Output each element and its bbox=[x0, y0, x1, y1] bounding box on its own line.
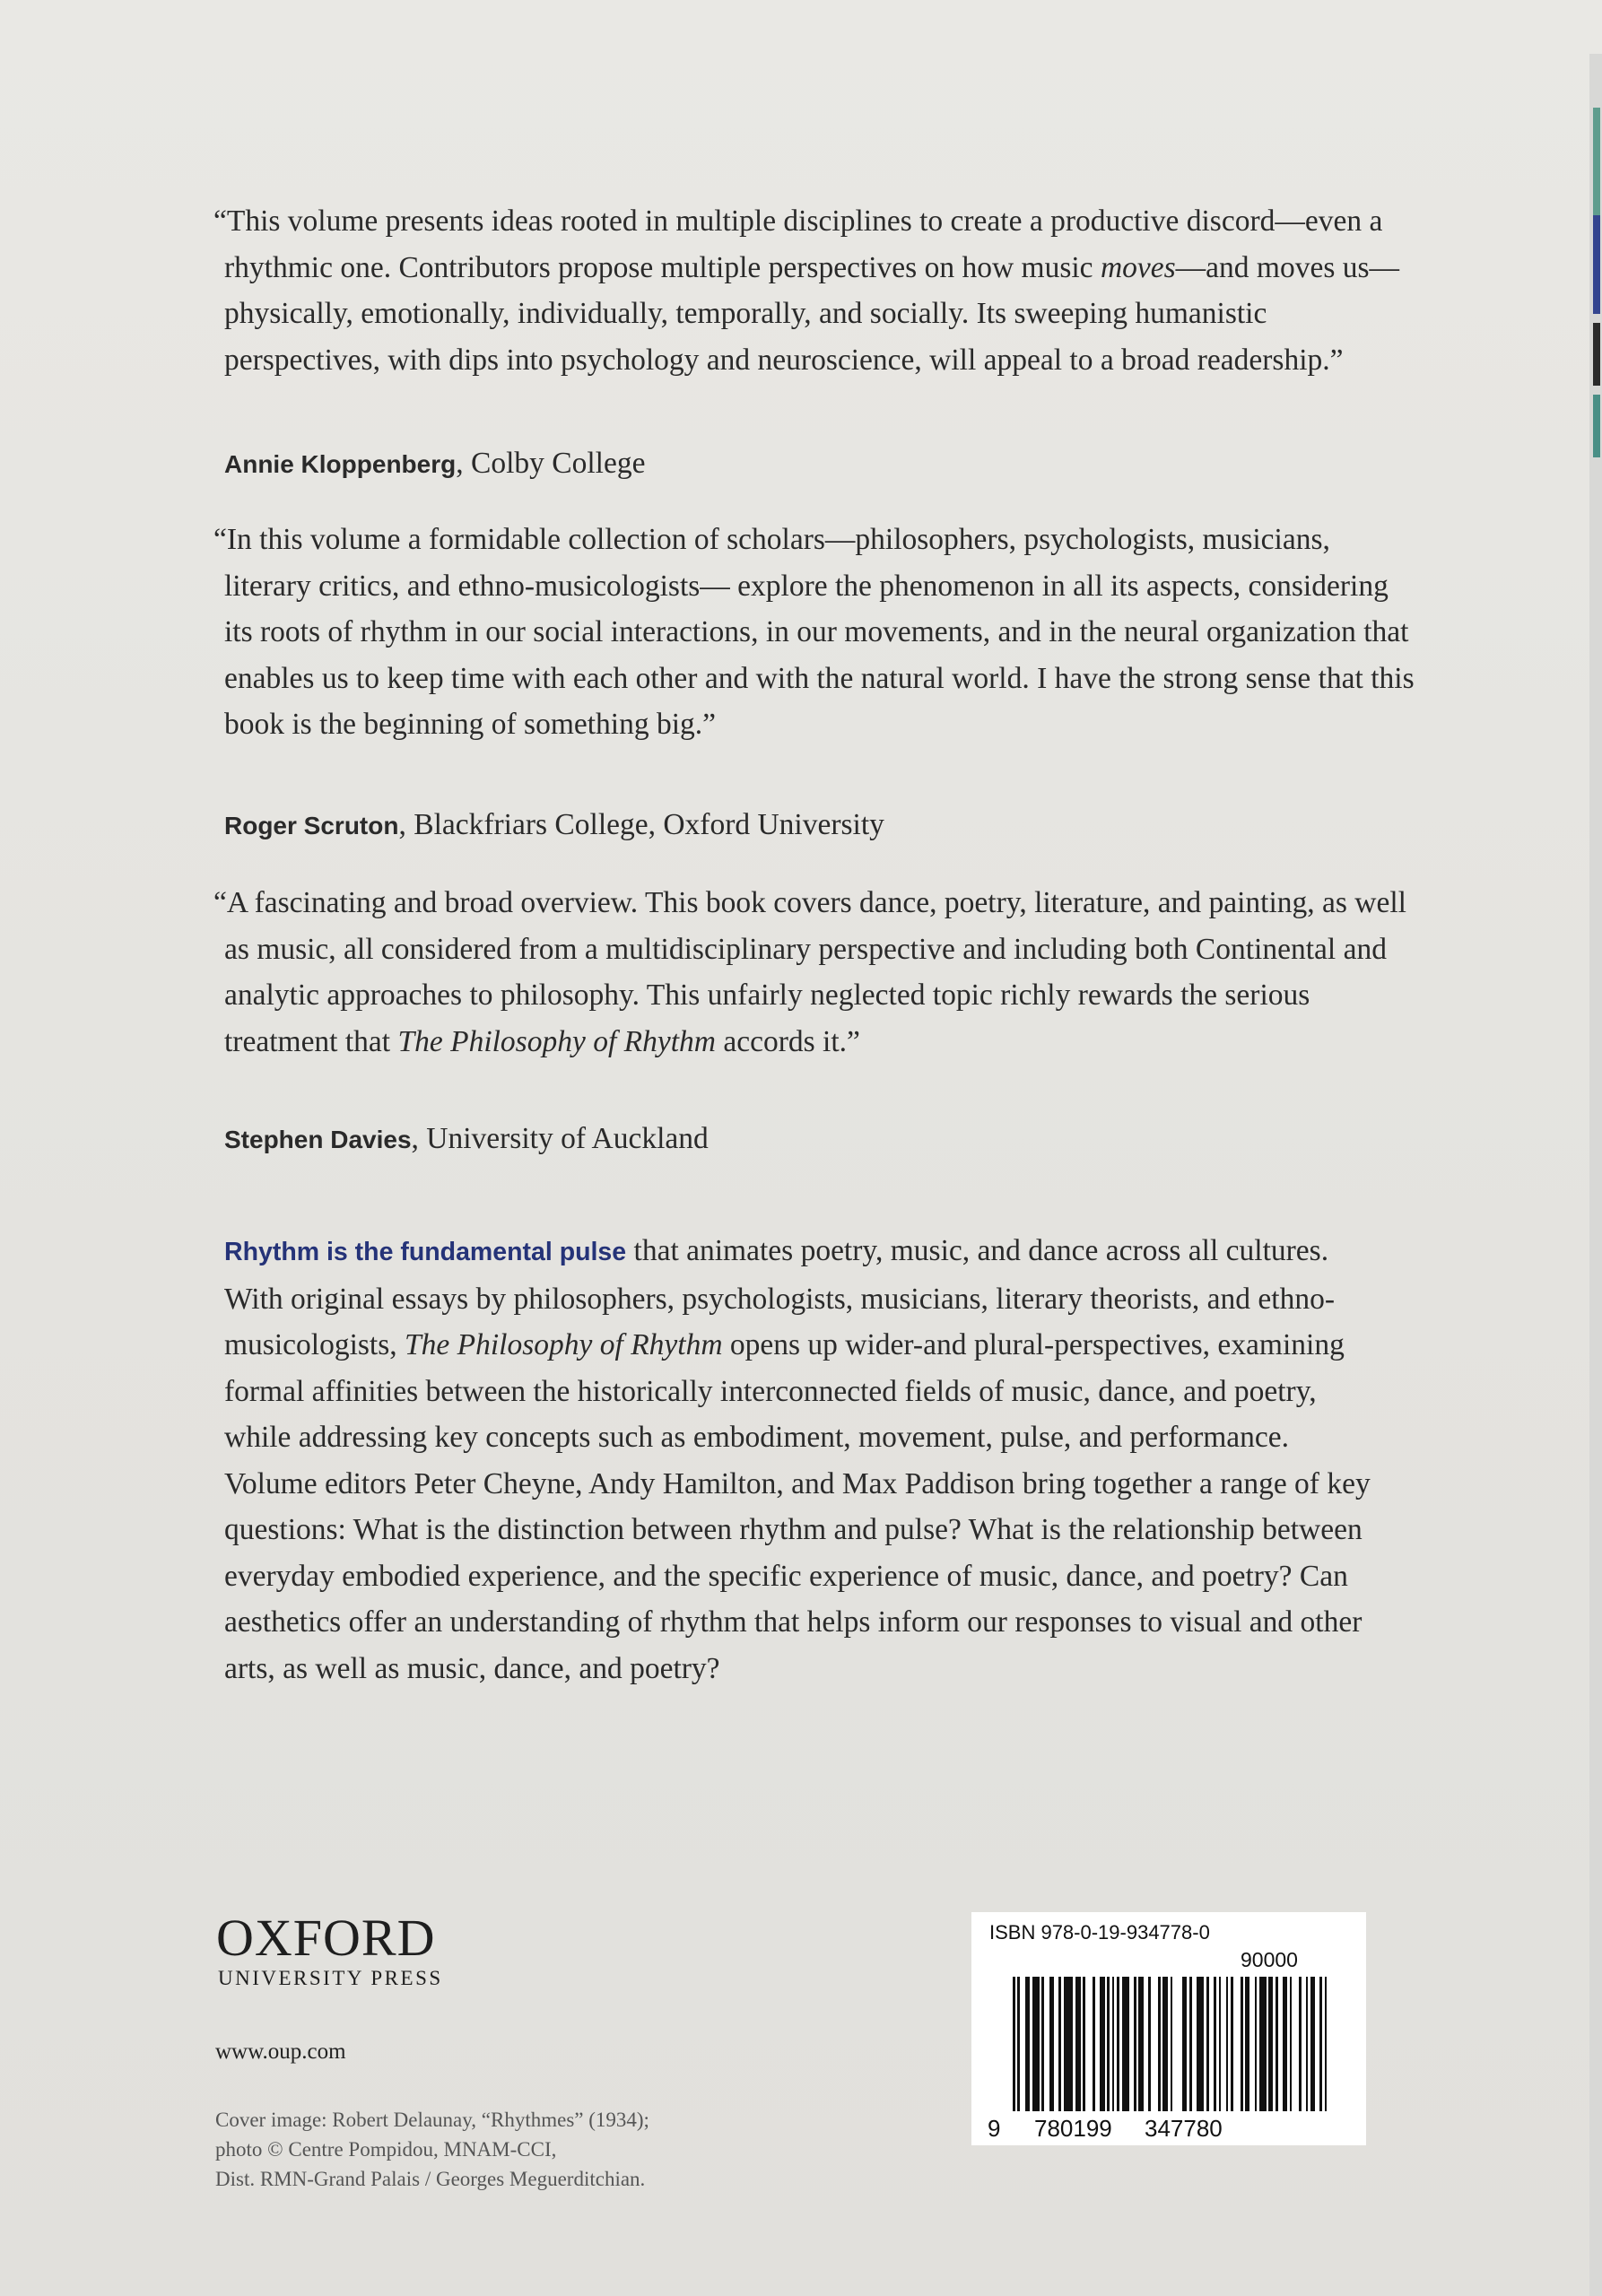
barcode-bar bbox=[1117, 1977, 1119, 2111]
barcode-bar bbox=[1107, 1977, 1110, 2111]
review-quote-1 bbox=[206, 198, 1417, 383]
barcode-bar bbox=[1189, 1977, 1192, 2111]
barcode-bar bbox=[1025, 1977, 1030, 2111]
credit-line: photo © Centre Pompidou, MNAM-CCI, bbox=[215, 2138, 557, 2161]
description-lead: Rhythm is the fundamental pulse bbox=[224, 1238, 627, 1266]
reviewer-affiliation: , Colby College bbox=[456, 447, 646, 480]
ean-first-digit: 9 bbox=[988, 2115, 1001, 2142]
barcode-bar bbox=[1276, 1977, 1278, 2111]
barcode-bar bbox=[1049, 1977, 1054, 2111]
barcode-bar bbox=[1231, 1977, 1233, 2111]
barcode-bar bbox=[1245, 1977, 1249, 2111]
reviewer-name: Stephen Davies bbox=[224, 1126, 412, 1153]
ean-digits bbox=[988, 2115, 1223, 2143]
description-text: opens up wider-and plural-perspectives, examining formal affinities between the historically interconnected fields of music, dance, and poetry, while addressing key concepts such as embodiment, movement, pulse, and performance. Volume editors Peter Cheyne, Andy Hamilton, and Max Paddison bring together a range of key questions: What is the distinction between rhythm and pulse? What is the relationship between everyday embodied experience, and the specific experience of music, dance, and poetry? Can aesthetics offer an understanding of rhythm that helps inform our responses to visual and other arts, as well as music, dance, and poetry? bbox=[224, 1328, 1371, 1685]
barcode-bar bbox=[1299, 1977, 1302, 2111]
spine-color-strip bbox=[1593, 215, 1600, 314]
review-text: —and moves us—physically, emotionally, individually, temporally, and socially. Its sweeping humanistic perspectives, with dips into psychology and neuroscience, will appeal to a broad readership.” bbox=[224, 250, 1400, 377]
book-title-emphasis: The Philosophy of Rhythm bbox=[405, 1328, 723, 1361]
review-quote-2 bbox=[206, 517, 1417, 748]
barcode-bar bbox=[1083, 1977, 1085, 2111]
book-description bbox=[224, 1228, 1381, 1692]
barcode-bar bbox=[1306, 1977, 1309, 2111]
barcode-bar bbox=[1206, 1977, 1209, 2111]
barcode-bar bbox=[1100, 1977, 1104, 2111]
barcode-bar bbox=[1112, 1977, 1115, 2111]
review-text: “A fascinating and broad overview. This book covers dance, poetry, literature, and painting, as well as music, all considered from a multidisciplinary perspective and including both Continental and analytic approaches to philosophy. This unfairly neglected topic richly rewards the serious treatment that bbox=[213, 886, 1406, 1058]
barcode-bar bbox=[1310, 1977, 1315, 2111]
review-quote-3 bbox=[206, 880, 1417, 1065]
barcode-bar bbox=[1290, 1977, 1293, 2111]
barcode-bar bbox=[1138, 1977, 1143, 2111]
publisher-subname: UNIVERSITY PRESS bbox=[218, 1967, 443, 1989]
cover-image-credit bbox=[215, 2105, 789, 2194]
barcode-bar bbox=[1171, 1977, 1173, 2111]
barcode-bar bbox=[1064, 1977, 1074, 2111]
barcode-bar bbox=[1158, 1977, 1161, 2111]
spine-color-strip bbox=[1593, 323, 1600, 386]
reviewer-affiliation: , Blackfriars College, Oxford University bbox=[398, 808, 884, 841]
addon-barcode-bars bbox=[1241, 1977, 1357, 2120]
barcode-bar bbox=[1013, 1977, 1015, 2111]
review-attribution-1 bbox=[224, 446, 645, 483]
barcode-bar bbox=[1214, 1977, 1216, 2111]
barcode-bar bbox=[1075, 1977, 1080, 2111]
spine-color-strip bbox=[1593, 395, 1600, 457]
barcode-bar bbox=[1283, 1977, 1287, 2111]
review-emphasis: moves bbox=[1100, 250, 1176, 284]
price-code: 90000 bbox=[1241, 1948, 1298, 1971]
barcode-bar bbox=[1325, 1977, 1328, 2111]
review-text: “This volume presents ideas rooted in multiple disciplines to create a productive discord—even a rhythmic one. Contributors propose multiple perspectives on how music bbox=[213, 204, 1383, 284]
publisher-logo: OXFORD bbox=[216, 1909, 436, 1967]
description-text: that animates poetry, music, and dance across all cultures. With original essays by philosophers, psychologists, musicians, literary theorists, and ethno-musicologists, bbox=[224, 1234, 1335, 1361]
spine-edge bbox=[1589, 54, 1602, 2296]
review-text: accords it.” bbox=[715, 1024, 860, 1058]
barcode-bar bbox=[1182, 1977, 1187, 2111]
barcode-bar bbox=[1268, 1977, 1273, 2111]
reviewer-name: Annie Kloppenberg bbox=[224, 450, 457, 478]
reviewer-affiliation: , University of Auckland bbox=[411, 1122, 709, 1155]
barcode-bar bbox=[1219, 1977, 1222, 2111]
barcode-bar bbox=[1017, 1977, 1020, 2111]
review-emphasis: The Philosophy of Rhythm bbox=[397, 1024, 716, 1058]
isbn-label: ISBN 978-0-19-934778-0 bbox=[989, 1921, 1210, 1944]
review-text: “In this volume a formidable collection of scholars—philosophers, psychologists, musicians, literary critics, and ethno-musicologists— explore the phenomenon in all its aspects, considering its roots of rhythm in our social interactions, in our movements, and in the neural organization that enables us to keep time with each other and with the natural world. I have the strong sense that this book is the beginning of something big.” bbox=[213, 523, 1415, 741]
ean-barcode-bars bbox=[1013, 1977, 1257, 2120]
barcode-bar bbox=[1255, 1977, 1258, 2111]
barcode-bar bbox=[1058, 1977, 1061, 2111]
barcode-bar bbox=[1197, 1977, 1204, 2111]
barcode-bar bbox=[1032, 1977, 1040, 2111]
publisher-website: www.oup.com bbox=[215, 2039, 346, 2064]
barcode-bar bbox=[1093, 1977, 1095, 2111]
barcode-bar bbox=[1226, 1977, 1229, 2111]
credit-line: Dist. RMN-Grand Palais / Georges Meguerditchian. bbox=[215, 2168, 646, 2190]
ean-group-1: 780199 bbox=[1034, 2115, 1112, 2142]
barcode-bar bbox=[1259, 1977, 1267, 2111]
spine-color-strip bbox=[1593, 108, 1600, 215]
barcode-bar bbox=[1134, 1977, 1136, 2111]
barcode-bar bbox=[1319, 1977, 1322, 2111]
ean-group-2: 347780 bbox=[1145, 2115, 1223, 2142]
barcode-bar bbox=[1162, 1977, 1167, 2111]
reviewer-name: Roger Scruton bbox=[224, 812, 399, 839]
barcode-bar bbox=[1041, 1977, 1044, 2111]
review-attribution-3 bbox=[224, 1121, 709, 1158]
barcode-bar bbox=[1122, 1977, 1129, 2111]
barcode-bar bbox=[1241, 1977, 1243, 2111]
barcode-bar bbox=[1148, 1977, 1151, 2111]
review-attribution-2 bbox=[224, 807, 884, 844]
barcode-panel bbox=[971, 1912, 1366, 2145]
credit-line: Cover image: Robert Delaunay, “Rhythmes” (1934); bbox=[215, 2109, 649, 2131]
